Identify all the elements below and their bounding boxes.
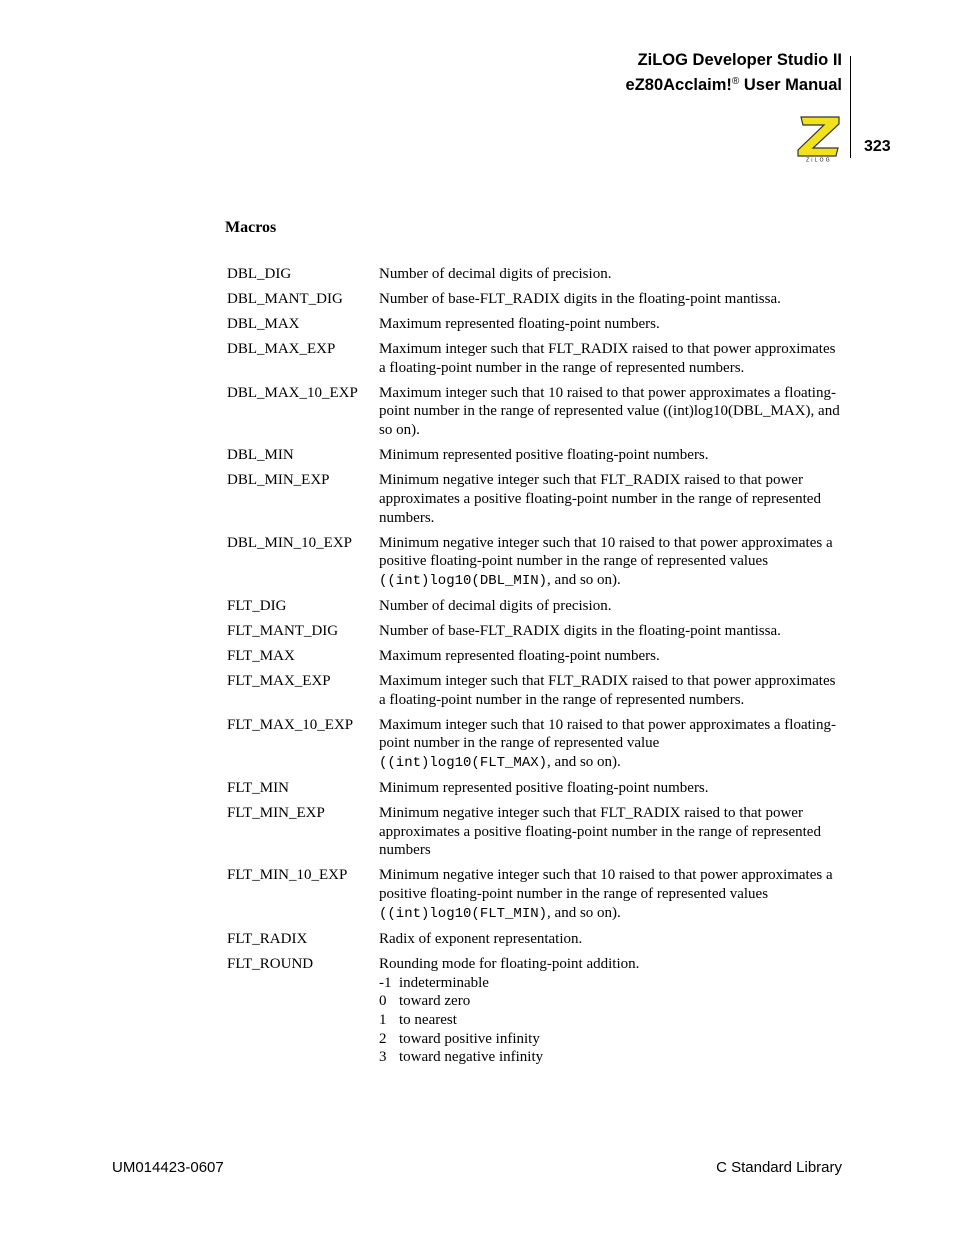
macro-row [227, 290, 842, 309]
macro-description-text: Maximum integer such that 10 raised to that power approximates a floating-point number in the range of represented value [379, 716, 836, 752]
macro-description [379, 290, 842, 309]
macro-description-text: Number of base-FLT_RADIX digits in the floating-point mantissa. [379, 622, 781, 639]
macro-name: DBL_MAX_EXP [227, 341, 336, 357]
logo-wordmark: ZiLOG [806, 157, 832, 162]
page-number: 323 [864, 138, 891, 155]
macro-description-text: Minimum represented positive floating-point numbers. [379, 447, 709, 464]
macro-name: FLT_MIN [227, 780, 289, 797]
macro-name: DBL_MIN_EXP [227, 472, 330, 489]
footer-doc-id: UM014423-0607 [112, 1159, 224, 1176]
macro-description [379, 265, 842, 284]
macro-description-text: Minimum negative integer such that FLT_RADIX raised to that power approximates a positive floating-point number in the range of represented numbers [379, 805, 821, 859]
macro-row [227, 471, 842, 527]
macro-description [379, 340, 842, 377]
macro-row [227, 804, 842, 860]
macro-row [227, 597, 842, 616]
rounding-mode-value: 3 [379, 1049, 387, 1066]
macro-description [379, 384, 842, 440]
macro-code-suffix: , and so on). [547, 754, 621, 771]
macro-description-text: Number of base-FLT_RADIX digits in the floating-point mantissa. [379, 291, 781, 307]
rounding-mode-item [379, 1011, 842, 1030]
document-title [626, 50, 842, 96]
macro-description-text: Minimum represented positive floating-point numbers. [379, 780, 709, 797]
rounding-mode-value: -1 [379, 974, 392, 991]
macro-name: DBL_MANT_DIG [227, 291, 343, 307]
macro-row [227, 384, 842, 440]
macro-description [379, 866, 842, 923]
macro-description [379, 446, 842, 465]
macro-description-text: Maximum integer such that 10 raised to that power approximates a floating-point number in the range of represented value ((int)log10(DBL_MAX), and so on). [379, 384, 840, 439]
rounding-mode-label: toward negative infinity [399, 1049, 544, 1066]
macro-name: FLT_MAX [227, 647, 295, 664]
rounding-mode-item [379, 992, 842, 1011]
macro-row [227, 930, 842, 949]
rounding-mode-value: 1 [379, 1011, 387, 1028]
macro-description [379, 804, 842, 860]
rounding-mode-item [379, 1048, 842, 1067]
macro-description [379, 955, 842, 1067]
macro-table [227, 265, 842, 1073]
macro-row [227, 779, 842, 798]
rounding-mode-item [379, 974, 842, 993]
macro-description-text: Minimum negative integer such that 10 raised to that power approximates a positive floating-point number in the range of represented values [379, 867, 833, 903]
rounding-mode-item [379, 1030, 842, 1049]
macro-code-expression: ((int)log10(DBL_MIN) [379, 572, 548, 589]
macro-description-text: Minimum negative integer such that FLT_RADIX raised to that power approximates a positive floating-point number in the range of represented numbers. [379, 472, 821, 526]
header-divider [850, 56, 851, 158]
macro-row [227, 955, 842, 1067]
macro-name: DBL_MIN_10_EXP [227, 534, 353, 551]
macro-row [227, 265, 842, 284]
macro-name: DBL_DIG [227, 266, 292, 282]
macro-description-text: Minimum negative integer such that 10 raised to that power approximates a positive floating-point number in the range of represented values [379, 534, 833, 570]
macro-description [379, 779, 842, 798]
macro-row [227, 672, 842, 709]
title-line-1: ZiLOG Developer Studio II [637, 51, 842, 69]
macro-description [379, 672, 842, 709]
macro-name: FLT_ROUND [227, 955, 314, 972]
macro-description [379, 647, 842, 666]
macro-description-text: Maximum integer such that FLT_RADIX raised to that power approximates a floating-point number in the range of represented numbers. [379, 341, 836, 376]
macro-name: FLT_MAX_10_EXP [227, 716, 354, 733]
macro-row [227, 315, 842, 334]
macro-name: DBL_MIN [227, 447, 294, 464]
rounding-mode-label: to nearest [399, 1011, 457, 1028]
rounding-mode-value: 2 [379, 1030, 387, 1047]
rounding-mode-label: toward positive infinity [399, 1030, 540, 1047]
macro-code-expression: ((int)log10(FLT_MAX) [379, 755, 548, 772]
macro-code-suffix: , and so on). [547, 904, 621, 921]
macro-row [227, 340, 842, 377]
macro-description [379, 716, 842, 773]
macro-description [379, 315, 842, 334]
rounding-mode-list [379, 974, 842, 1068]
rounding-mode-label: indeterminable [399, 974, 489, 991]
macro-name: DBL_MAX [227, 316, 300, 332]
section-heading: Macros [225, 219, 277, 236]
macro-description [379, 930, 842, 949]
title-suffix: User Manual [739, 76, 842, 94]
macro-code-expression: ((int)log10(FLT_MIN) [379, 905, 548, 922]
logo-z-shape [798, 117, 839, 156]
title-line-2 [626, 71, 842, 96]
macro-description [379, 534, 842, 591]
macro-description-text: Radix of exponent representation. [379, 930, 583, 947]
registered-mark: ® [731, 76, 740, 87]
macro-description [379, 597, 842, 616]
macro-name: FLT_DIG [227, 597, 287, 614]
macro-description-text: Maximum represented floating-point numbers. [379, 647, 660, 664]
macro-row [227, 866, 842, 923]
macro-name: FLT_RADIX [227, 930, 308, 947]
macro-description-text: Number of decimal digits of precision. [379, 266, 612, 282]
macro-row [227, 534, 842, 591]
macro-name: FLT_MANT_DIG [227, 622, 339, 639]
macro-row [227, 446, 842, 465]
macro-name: FLT_MAX_EXP [227, 672, 331, 689]
macro-description [379, 471, 842, 527]
macro-description-text: Maximum represented floating-point numbers. [379, 316, 660, 332]
macro-name: FLT_MIN_10_EXP [227, 867, 348, 884]
rounding-mode-label: toward zero [399, 993, 471, 1010]
macro-description-text: Number of decimal digits of precision. [379, 597, 612, 614]
title-product: eZ80Acclaim! [625, 76, 732, 94]
macro-name: DBL_MAX_10_EXP [227, 384, 358, 401]
zilog-logo-icon [795, 114, 843, 162]
macro-code-suffix: , and so on). [547, 571, 621, 588]
macro-row [227, 647, 842, 666]
macro-description-text: Maximum integer such that FLT_RADIX raised to that power approximates a floating-point number in the range of represented numbers. [379, 672, 836, 708]
macro-description-text: Rounding mode for floating-point addition. [379, 955, 640, 972]
macro-row [227, 622, 842, 641]
macro-name: FLT_MIN_EXP [227, 805, 325, 822]
footer-chapter: C Standard Library [716, 1159, 842, 1176]
macro-row [227, 716, 842, 773]
macro-description [379, 622, 842, 641]
rounding-mode-value: 0 [379, 993, 387, 1010]
